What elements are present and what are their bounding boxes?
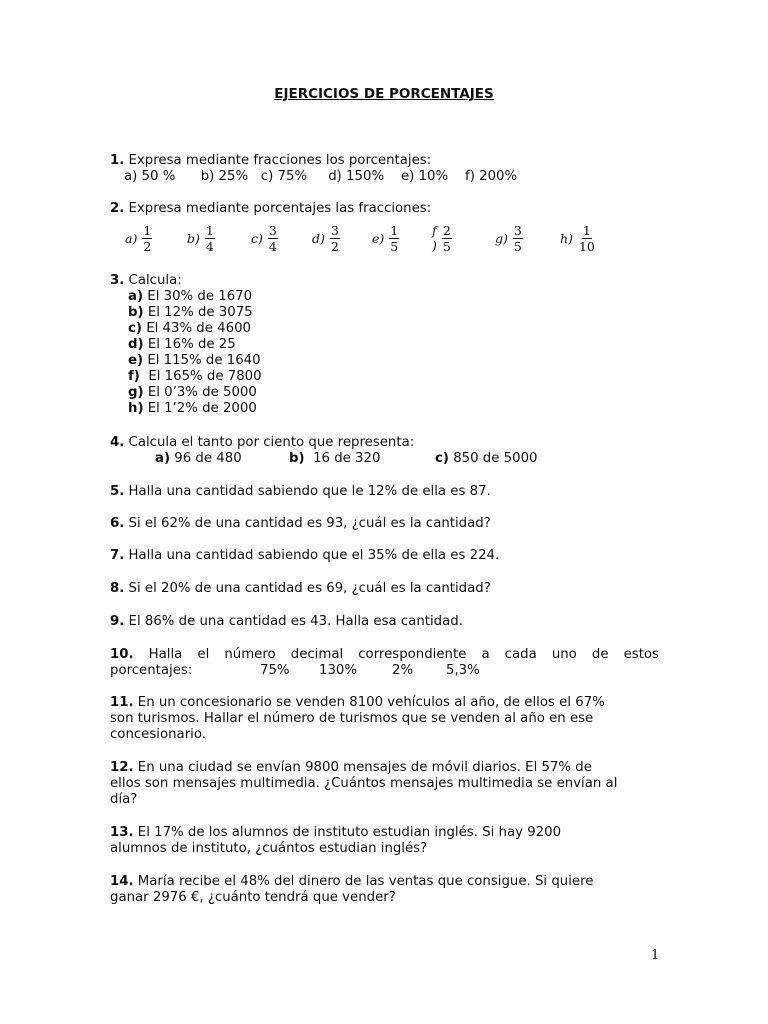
fraction-label: g)	[495, 230, 508, 246]
item-label: c)	[435, 451, 449, 466]
fraction	[268, 223, 278, 254]
percentage-value: 5,3%	[446, 663, 480, 678]
exercise-14-line-1	[110, 874, 593, 890]
item-label: b)	[289, 451, 305, 466]
fraction-label: f )	[432, 223, 437, 253]
fraction-item	[312, 218, 340, 258]
percentage-value: 130%	[319, 663, 358, 678]
word: el	[197, 647, 210, 662]
item-label: d)	[128, 337, 144, 352]
exercise-1-items: a) 50 % b) 25% c) 75% d) 150% e) 10% f) 200%	[124, 169, 518, 184]
word: de	[591, 647, 609, 662]
exercise-text: En un concesionario se venden 8100 vehículos al año, de ellos el 67%	[133, 695, 605, 710]
item-text: El 115% de 1640	[143, 353, 261, 368]
exercise-10-line-2	[110, 663, 659, 679]
fraction-numerator: 1	[390, 222, 399, 238]
fraction-label: a)	[125, 230, 138, 246]
exercise-number: 5.	[110, 484, 125, 499]
item-label: c)	[128, 321, 142, 336]
exercise-3-item-f	[128, 369, 262, 385]
fraction	[513, 223, 523, 254]
exercise-number: 9.	[110, 614, 125, 629]
exercise-8	[110, 581, 491, 597]
exercise-text: El 86% de una cantidad es 43. Halla esa cantidad.	[124, 614, 463, 629]
exercise-number: 6.	[110, 516, 125, 531]
exercise-12-line-1	[110, 760, 592, 776]
fraction-numerator: 1	[205, 222, 214, 238]
exercise-13-line-1	[110, 825, 561, 841]
fraction	[142, 223, 152, 254]
exercise-4-item-a	[155, 451, 242, 467]
word: cada	[504, 647, 537, 662]
exercise-text: Halla una cantidad sabiendo que el 35% de ella es 224.	[124, 548, 500, 563]
exercise-text: Halla una cantidad sabiendo que le 12% de ella es 87.	[124, 484, 491, 499]
exercise-number: 13.	[110, 825, 134, 840]
exercise-2-prompt	[110, 201, 431, 217]
exercise-number: 14.	[110, 874, 134, 889]
fraction-denominator: 5	[442, 238, 451, 254]
exercise-3-item-b	[128, 305, 253, 321]
word: número	[224, 647, 276, 662]
item-text: 96 de 480	[170, 451, 242, 466]
item-text: El 16% de 25	[143, 337, 236, 352]
fraction-label: e)	[372, 230, 385, 246]
exercise-11-line-3: concesionario.	[110, 727, 206, 742]
item-text: El 165% de 7800	[139, 369, 262, 384]
fraction-item	[125, 218, 152, 258]
fraction-item	[432, 218, 452, 258]
fraction-numerator: 1	[582, 222, 591, 238]
item-text: El 43% de 4600	[141, 321, 251, 336]
exercise-12-line-3: día?	[110, 792, 138, 807]
item-text: 850 de 5000	[448, 451, 538, 466]
exercise-3-item-e	[128, 353, 261, 369]
word: uno	[551, 647, 577, 662]
exercise-number: 3.	[110, 273, 125, 288]
item-label: a)	[155, 451, 171, 466]
fraction-numerator: 2	[442, 222, 451, 238]
fraction-item	[251, 218, 278, 258]
exercise-10	[110, 647, 659, 679]
exercise-text: Expresa mediante fracciones los porcentajes:	[124, 153, 432, 168]
exercise-11-line-1	[110, 695, 605, 711]
fraction-item	[187, 218, 215, 258]
exercise-12-line-2: ellos son mensajes multimedia. ¿Cuántos mensajes multimedia se envían al	[110, 776, 618, 791]
word: Halla	[148, 647, 183, 662]
item-text: El 12% de 3075	[143, 305, 253, 320]
fraction-numerator: 3	[268, 222, 277, 238]
exercise-1-prompt	[110, 153, 431, 169]
item-label: e)	[128, 353, 144, 368]
percentage-value: 2%	[392, 663, 414, 678]
exercise-text: Si el 20% de una cantidad es 69, ¿cuál es la cantidad?	[124, 581, 491, 596]
exercise-13-line-2: alumnos de instituto, ¿cuántos estudian inglés?	[110, 841, 428, 856]
exercise-text: Calcula el tanto por ciento que representa:	[124, 435, 415, 450]
exercise-3-item-c	[128, 321, 251, 337]
exercise-text: Calcula:	[124, 273, 182, 288]
fraction	[389, 223, 399, 254]
fraction-denominator: 4	[205, 238, 214, 254]
exercise-number: 12.	[110, 760, 134, 775]
fraction-label: d)	[312, 230, 325, 246]
item-text: 16 de 320	[304, 451, 381, 466]
exercise-text: Expresa mediante porcentajes las fracciones:	[124, 201, 432, 216]
exercise-4-prompt	[110, 435, 414, 451]
exercise-3-item-a	[128, 289, 252, 305]
exercise-number: 4.	[110, 435, 125, 450]
exercise-text: María recibe el 48% del dinero de las ventas que consigue. Si quiere	[133, 874, 594, 889]
item-label: b)	[128, 305, 144, 320]
fraction-denominator: 2	[330, 238, 339, 254]
exercise-4-item-b	[289, 451, 380, 467]
exercise-4-item-c	[435, 451, 538, 467]
item-label: a)	[128, 289, 144, 304]
exercise-11-line-2: son turismos. Hallar el número de turismos que se venden al año en ese	[110, 711, 594, 726]
fraction-denominator: 10	[578, 238, 595, 254]
fraction	[205, 223, 215, 254]
fraction-label: h)	[560, 230, 573, 246]
word: a	[481, 647, 490, 662]
fraction-denominator: 5	[390, 238, 399, 254]
exercise-10-line-1	[110, 647, 659, 663]
exercise-number: 2.	[110, 201, 125, 216]
item-text: El 1’2% de 2000	[143, 401, 257, 416]
page-number: 1	[651, 948, 660, 963]
word: correspondiente	[358, 647, 467, 662]
word: decimal	[290, 647, 344, 662]
exercise-3-item-g	[128, 385, 257, 401]
item-label: f)	[128, 369, 140, 384]
fraction-label: b)	[187, 230, 200, 246]
exercise-3-item-d	[128, 337, 236, 353]
item-label: h)	[128, 401, 144, 416]
exercise-text: Si el 62% de una cantidad es 93, ¿cuál es la cantidad?	[124, 516, 491, 531]
percentage-value: 75%	[260, 663, 290, 678]
exercise-number: 8.	[110, 581, 125, 596]
exercise-text: El 17% de los alumnos de instituto estudian inglés. Si hay 9200	[133, 825, 562, 840]
fraction-denominator: 4	[268, 238, 277, 254]
fraction-item	[495, 218, 523, 258]
exercise-3-item-h	[128, 401, 257, 417]
fraction-numerator: 3	[513, 222, 522, 238]
item-text: El 0’3% de 5000	[143, 385, 257, 400]
exercise-text: En una ciudad se envían 9800 mensajes de móvil diarios. El 57% de	[133, 760, 592, 775]
item-text: El 30% de 1670	[143, 289, 253, 304]
word: estos	[623, 647, 659, 662]
fraction	[578, 223, 596, 254]
item-label: g)	[128, 385, 144, 400]
exercise-14-line-2: ganar 2976 €, ¿cuánto tendrá que vender?	[110, 890, 396, 905]
fraction-denominator: 2	[143, 238, 152, 254]
fraction-denominator: 5	[513, 238, 522, 254]
exercise-number: 10.	[110, 647, 134, 662]
exercise-number: 7.	[110, 548, 125, 563]
exercise-6	[110, 516, 491, 532]
fraction-label: c)	[251, 230, 263, 246]
fraction-item	[560, 218, 596, 258]
exercise-number: 11.	[110, 695, 134, 710]
fraction-item	[372, 218, 399, 258]
fraction-numerator: 1	[143, 222, 152, 238]
fraction-numerator: 3	[330, 222, 339, 238]
fraction	[330, 223, 340, 254]
exercise-5	[110, 484, 491, 500]
lead-word: porcentajes:	[110, 663, 193, 678]
exercise-9	[110, 614, 463, 630]
exercise-7	[110, 548, 499, 564]
exercise-3-prompt	[110, 273, 182, 289]
exercise-number: 1.	[110, 153, 125, 168]
page-title: EJERCICIOS DE PORCENTAJES	[274, 86, 494, 102]
fraction	[442, 223, 452, 254]
